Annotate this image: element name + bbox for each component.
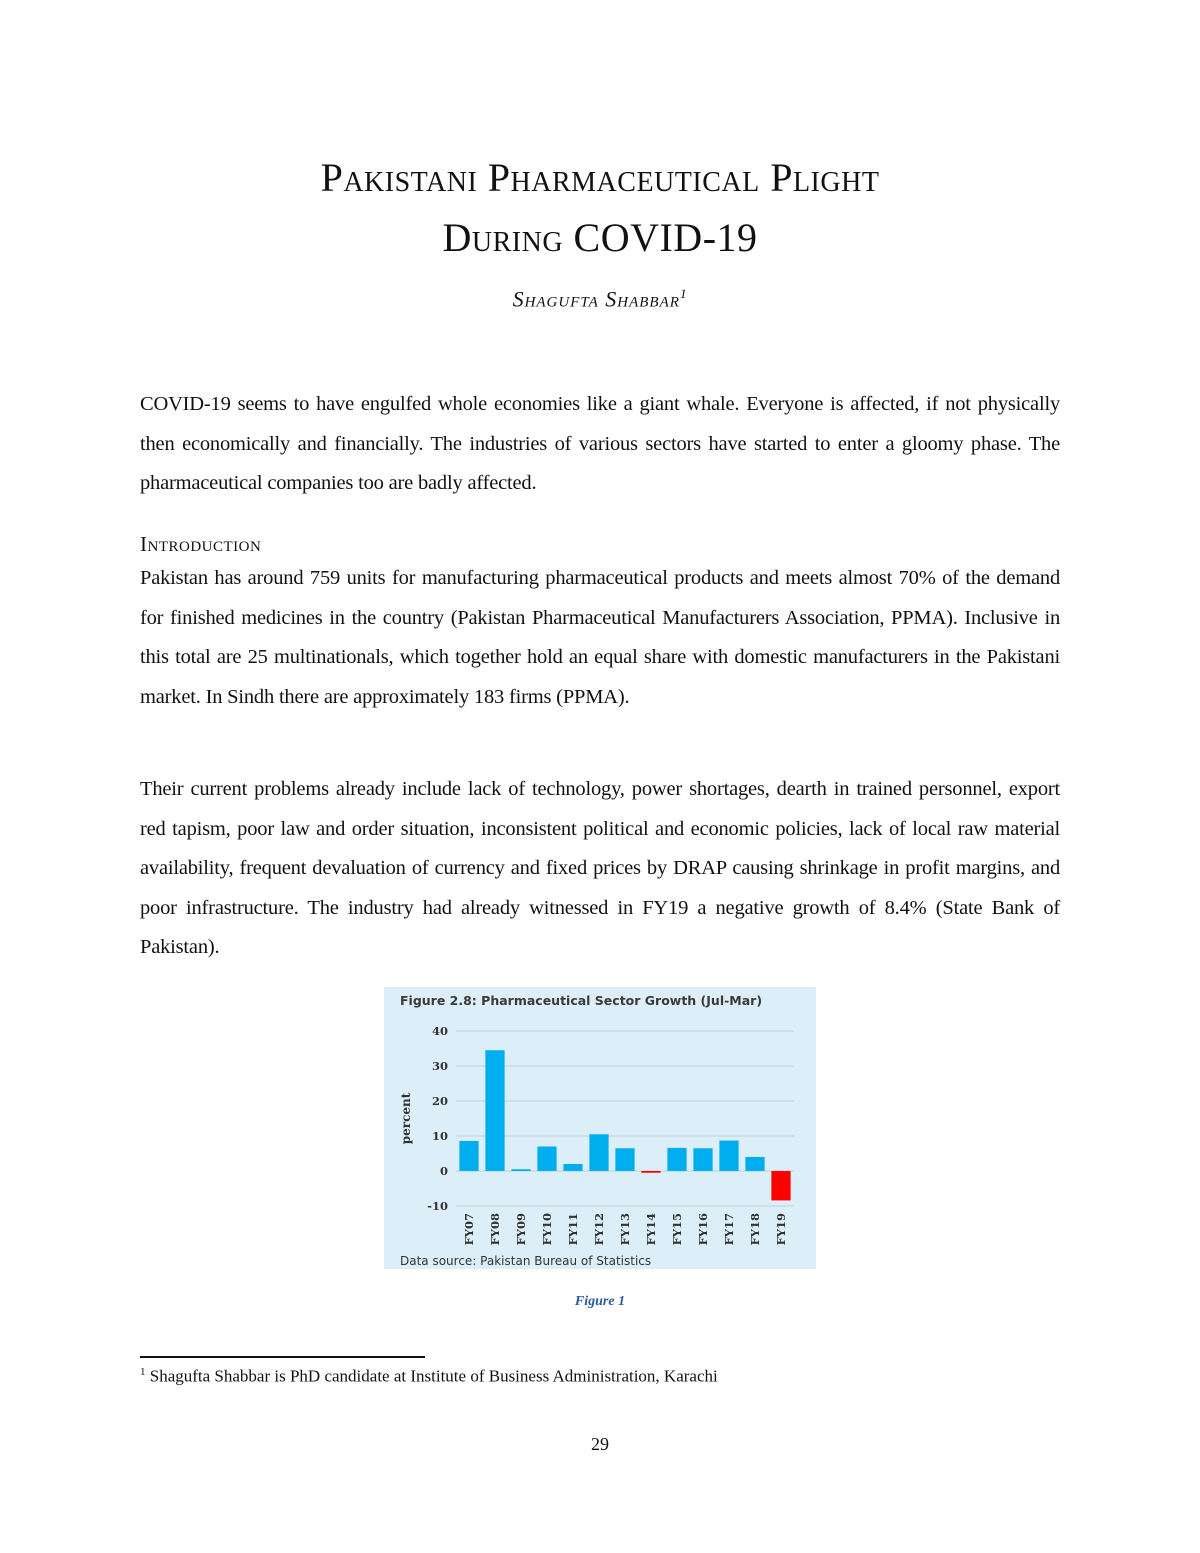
footnote: [140, 1366, 718, 1387]
bar-chart: [384, 987, 816, 1269]
bar-fy12: [589, 1134, 608, 1171]
author-name: Shagufta Shabbar: [512, 286, 680, 312]
bar-fy11: [563, 1164, 582, 1171]
chart-gridlines: [456, 1031, 794, 1206]
page-number: 29: [591, 1434, 609, 1454]
paragraph-problems: Their current problems already include lack of technology, power shortages, dearth in trained personnel, export red tapism, poor law and order situation, inconsistent political and economic policies, lack of local raw material availability, frequent devaluation of currency and fixed prices by DRAP causing shrinkage in profit margins, and poor infrastructure. The industry had already witnessed in FY19 a negative growth of 8.4% (State Bank of Pakistan).: [140, 778, 1060, 959]
paragraph-opening: COVID-19 seems to have engulfed whole economies like a giant whale. Everyone is affected, if not physically then economically and financially. The industries of various sectors have started to enter a gloomy phase. The pharmaceutical companies too are badly affected.: [140, 393, 1060, 495]
x-tick-label: FY08: [488, 1213, 502, 1246]
paper-title: [140, 148, 1060, 268]
figure-chart: [384, 987, 816, 1269]
x-tick-label: FY12: [592, 1213, 606, 1246]
footnote-marker: 1: [140, 1366, 146, 1378]
chart-bars: [459, 1050, 790, 1200]
y-tick-label: 0: [439, 1164, 448, 1178]
author-line: [140, 286, 1060, 312]
bar-fy14: [641, 1171, 660, 1173]
title-line-2: During COVID-19: [442, 215, 758, 260]
x-tick-label: FY18: [748, 1213, 762, 1246]
x-tick-label: FY09: [514, 1213, 528, 1246]
chart-title: Figure 2.8: Pharmaceutical Sector Growth (Jul-Mar): [400, 993, 763, 1008]
author-footnote-marker[interactable]: 1: [679, 286, 688, 301]
bar-fy16: [693, 1148, 712, 1171]
y-tick-label: 40: [431, 1024, 448, 1038]
x-tick-label: FY19: [774, 1213, 788, 1246]
footnote-text: Shagufta Shabbar is PhD candidate at Institute of Business Administration, Karachi: [149, 1366, 718, 1386]
x-tick-label: FY07: [462, 1213, 476, 1246]
x-tick-label: FY16: [696, 1213, 710, 1246]
y-tick-label: -10: [427, 1199, 448, 1213]
y-tick-label: 10: [431, 1129, 448, 1143]
x-tick-label: FY14: [644, 1213, 658, 1246]
bar-fy18: [745, 1157, 764, 1171]
x-tick-label: FY13: [618, 1213, 632, 1246]
x-tick-label: FY10: [540, 1213, 554, 1246]
chart-y-axis-label: percent: [399, 1092, 413, 1145]
section-heading-introduction: Introduction: [140, 532, 262, 556]
paragraph-introduction: Pakistan has around 759 units for manufacturing pharmaceutical products and meets almost 70% of the demand for finished medicines in the country (Pakistan Pharmaceutical Manufacturers Association, PPMA). Inclusive in this total are 25 multinationals, which together hold an equal share with domestic manufacturers in the Pakistani market. In Sindh there are approximately 183 firms (PPMA).: [140, 567, 1060, 708]
title-line-1: Pakistani Pharmaceutical Plight: [320, 155, 880, 200]
bar-fy10: [537, 1147, 556, 1172]
bar-fy15: [667, 1148, 686, 1171]
y-tick-label: 20: [431, 1094, 448, 1108]
x-tick-label: FY11: [566, 1213, 580, 1246]
x-tick-label: FY17: [722, 1213, 736, 1246]
bar-fy17: [719, 1141, 738, 1171]
bar-fy09: [511, 1169, 530, 1171]
chart-source: Data source: Pakistan Bureau of Statistics: [400, 1254, 652, 1268]
footnote-separator: [140, 1356, 425, 1358]
chart-x-ticks: [462, 1213, 788, 1245]
chart-y-ticks: [427, 1024, 448, 1213]
x-tick-label: FY15: [670, 1213, 684, 1246]
y-tick-label: 30: [431, 1059, 448, 1073]
bar-fy07: [459, 1141, 478, 1171]
figure-caption: Figure 1: [574, 1294, 626, 1309]
bar-fy19: [771, 1171, 790, 1200]
bar-fy13: [615, 1148, 634, 1171]
bar-fy08: [485, 1050, 504, 1171]
